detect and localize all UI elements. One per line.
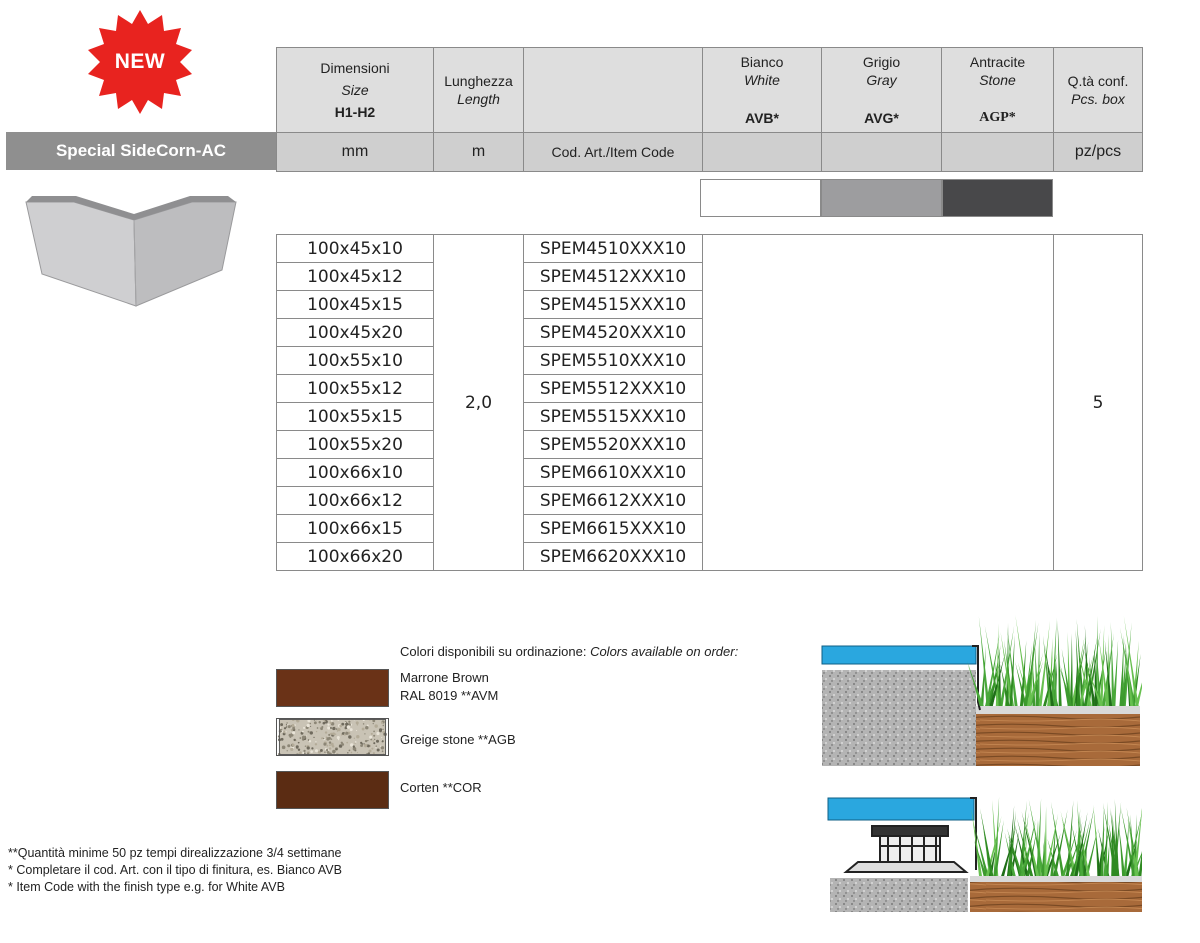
white-en-label: White [744, 72, 780, 88]
item-code-cell: SPEM4512XXX10 [524, 263, 703, 291]
size-cell: 100x45x10 [277, 235, 434, 263]
size-cell: 100x66x20 [277, 543, 434, 571]
unit-white [703, 133, 822, 172]
gray-header [822, 48, 942, 133]
h1-h2-label: H1-H2 [334, 104, 376, 120]
length-header [434, 48, 524, 133]
available-colors-title [400, 644, 738, 659]
corten-swatch [276, 771, 389, 809]
stone-header [942, 48, 1054, 133]
brown-line1: Marrone Brown [400, 670, 489, 685]
note-minimum-qty: **Quantità minime 50 pz tempi direalizzazione 3/4 settimane [8, 846, 342, 860]
size-cell: 100x66x15 [277, 515, 434, 543]
box-header [1054, 48, 1143, 133]
unit-mm: mm [277, 133, 434, 172]
available-colors-en: Colors available on order: [590, 644, 739, 659]
size-cell: 100x45x15 [277, 291, 434, 319]
length-it-label: Lunghezza [444, 73, 513, 89]
unit-stone [942, 133, 1054, 172]
header-table [276, 47, 1143, 172]
dimensions-label: Dimensioni [320, 60, 390, 76]
anthracite-swatch [942, 179, 1053, 217]
length-cell: 2,0 [434, 235, 524, 571]
item-code-cell: SPEM4510XXX10 [524, 235, 703, 263]
brown-label [400, 669, 498, 705]
brown-swatch [276, 669, 389, 707]
size-cell: 100x45x20 [277, 319, 434, 347]
pedestal-support-icon [846, 826, 966, 872]
product-name: Special SideCorn-AC [6, 132, 276, 170]
unit-gray [822, 133, 942, 172]
stone-en-label: Stone [979, 72, 1016, 88]
unit-item-code: Cod. Art./Item Code [524, 133, 703, 172]
available-colors-it: Colori disponibili su ordinazione: [400, 644, 587, 659]
item-code-cell: SPEM5510XXX10 [524, 347, 703, 375]
greige-stone-swatch [276, 718, 389, 756]
installation-illustration-top [820, 610, 1142, 768]
item-code-cell: SPEM6610XXX10 [524, 459, 703, 487]
gray-code: AVG* [864, 110, 899, 126]
size-cell: 100x55x20 [277, 431, 434, 459]
gray-it-label: Grigio [862, 54, 901, 70]
new-label: NEW [114, 50, 166, 73]
size-cell: 100x55x15 [277, 403, 434, 431]
note-complete-code-en: * Item Code with the finish type e.g. for White AVB [8, 880, 285, 894]
item-code-cell: SPEM6620XXX10 [524, 543, 703, 571]
dimensions-header [277, 48, 434, 133]
white-swatch [700, 179, 821, 217]
size-cell: 100x55x12 [277, 375, 434, 403]
gray-en-label: Gray [866, 72, 897, 88]
stone-code: AGP* [979, 110, 1016, 125]
brown-line2: RAL 8019 **AVM [400, 688, 499, 703]
product-table [276, 234, 1143, 571]
new-badge [88, 10, 192, 114]
table-row [277, 235, 1143, 263]
white-it-label: Bianco [740, 54, 784, 70]
size-cell: 100x55x10 [277, 347, 434, 375]
gray-swatch [821, 179, 942, 217]
item-code-cell: SPEM5520XXX10 [524, 431, 703, 459]
item-code-cell: SPEM6615XXX10 [524, 515, 703, 543]
product-image [22, 192, 242, 310]
item-code-cell: SPEM4520XXX10 [524, 319, 703, 347]
corten-label: Corten **COR [400, 780, 482, 795]
box-qty-cell: 5 [1054, 235, 1143, 571]
length-en-label: Length [457, 91, 500, 107]
box-it-label: Q.tà conf. [1067, 73, 1129, 89]
white-code: AVB* [745, 110, 779, 126]
size-cell: 100x66x10 [277, 459, 434, 487]
size-label: Size [341, 82, 369, 98]
note-complete-code-it: * Completare il cod. Art. con il tipo di finitura, es. Bianco AVB [8, 863, 342, 877]
greige-label: Greige stone **AGB [400, 732, 516, 747]
white-header [703, 48, 822, 133]
size-cell: 100x45x12 [277, 263, 434, 291]
finish-blank-cell [703, 235, 1054, 571]
stone-it-label: Antracite [969, 54, 1026, 70]
installation-illustration-bottom [826, 790, 1142, 914]
box-en-label: Pcs. box [1071, 91, 1125, 107]
item-code-header [524, 48, 703, 133]
unit-m: m [434, 133, 524, 172]
item-code-cell: SPEM5515XXX10 [524, 403, 703, 431]
size-cell: 100x66x12 [277, 487, 434, 515]
item-code-cell: SPEM4515XXX10 [524, 291, 703, 319]
item-code-cell: SPEM5512XXX10 [524, 375, 703, 403]
item-code-cell: SPEM6612XXX10 [524, 487, 703, 515]
unit-pcs: pz/pcs [1054, 133, 1143, 172]
